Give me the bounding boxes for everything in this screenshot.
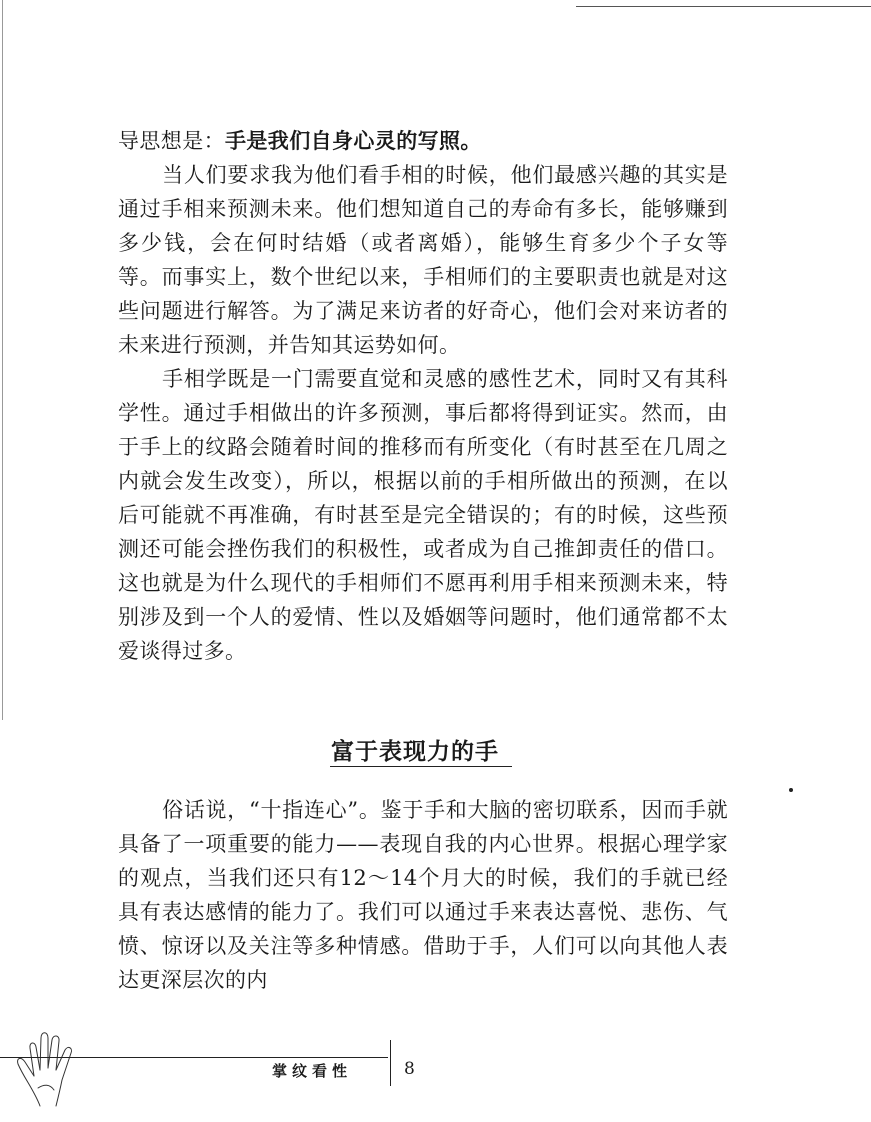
- lead-emphasis: 手是我们自身心灵的写照。: [225, 128, 482, 153]
- footer-rule: [0, 1057, 388, 1058]
- page-edge: [2, 0, 3, 720]
- hand-outline-icon: [10, 1018, 96, 1108]
- paragraph: 手相学既是一门需要直觉和灵感的感性艺术，同时又有其科学性。通过手相做出的许多预测，事后都将得到证实。然而，由于手上的纹路会随着时间的推移而有所变化（有时甚至在几周之内就会发生改变），所以，根据以前的手相所做出的预测，在以后可能就不再准确，有时甚至是完全错误的；有的时候，这些预测还可能会挫伤我们的积极性，或者成为自己推卸责任的借口。这也就是为什么现代的手相师们不愿再利用手相来预测未来，特别涉及到一个人的爱情、性以及婚姻等问题时，他们通常都不太爱谈得过多。: [118, 367, 728, 663]
- paragraph: 俗话说，“十指连心”。鉴于手和大脑的密切联系，因而手就具备了一项重要的能力——表现自我的内心世界。根据心理学家的观点，当我们还只有12～14个月大的时候，我们的手就已经具有表达感情的能力了。我们可以通过手来表达喜悦、悲伤、气愤、惊讶以及关注等多种情感。借助于手，人们可以向其他人表达更深层次的内: [118, 798, 728, 992]
- paragraph-lead: [118, 124, 728, 158]
- footer-divider: [390, 1040, 391, 1086]
- top-rule: [576, 6, 871, 7]
- book-title: 掌纹看性: [272, 1062, 353, 1080]
- body-text-upper: [118, 124, 728, 668]
- page-number: 8: [404, 1059, 415, 1079]
- stray-dot: [789, 788, 793, 792]
- paragraph: 当人们要求我为他们看手相的时候，他们最感兴趣的其实是通过手相来预测未来。他们想知道自己的寿命有多长，能够赚到多少钱，会在何时结婚（或者离婚），能够生育多少个子女等等。而事实上，数个世纪以来，手相师们的主要职责也就是对这些问题进行解答。为了满足来访者的好奇心，他们会对来访者的未来进行预测，并告知其运势如何。: [118, 163, 728, 357]
- lead-prefix: 导思想是：: [118, 129, 225, 153]
- heading-underline: [330, 766, 512, 767]
- section-heading: 富于表现力的手: [331, 738, 499, 765]
- body-text-lower: [118, 793, 728, 997]
